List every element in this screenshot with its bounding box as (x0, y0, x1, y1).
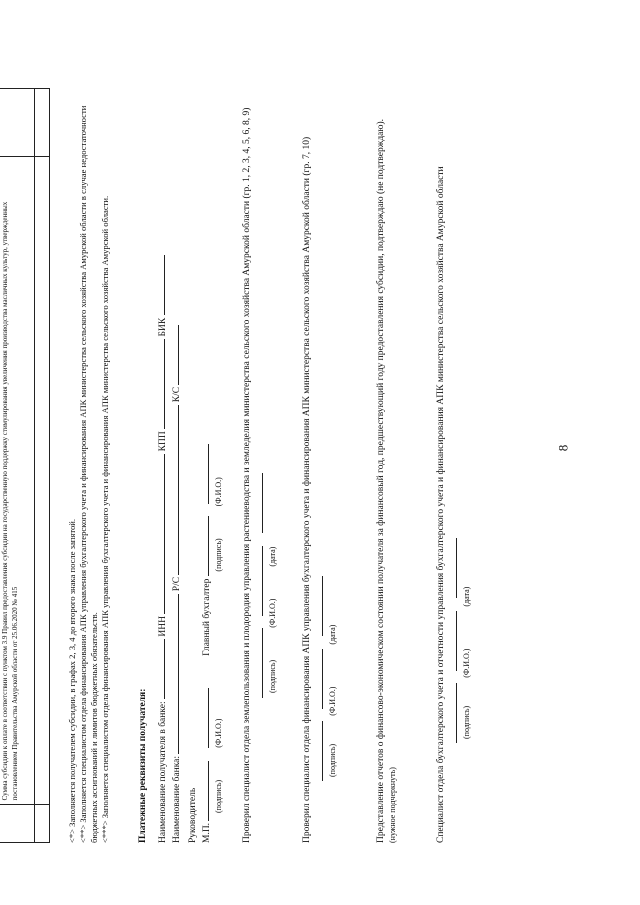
blank-line (253, 473, 263, 533)
subsidy-table (0, 88, 50, 843)
table-cell (0, 805, 35, 843)
blank-line (155, 339, 165, 429)
head-label: Руководитель (188, 787, 198, 843)
blank-line (447, 611, 457, 671)
podpis-label: (подпись) (462, 705, 471, 739)
blank-line (155, 639, 165, 699)
footnote-1: <*> Заполняется получателем субсидии, в графах 2, 3, 4 до второго знака после запятой. (67, 518, 77, 843)
accountant-text: Специалист отдела бухгалтерского учета и отчетности управления бухгалтерского учета и финансирования АПК министерства сельского хозяйства Амурской области (436, 166, 446, 843)
subsidy-text: Сумма субсидии к оплате в соответствии с пунктом 3.9 Правил предоставления субсидии на государственную поддержку стимулирования увеличения производства масличных культур, утвержденных постановлением Правительства Амурской области от 25.06.2020 № 415 (0, 156, 35, 804)
bank-label: Наименование банка: (172, 755, 182, 843)
blank-line (447, 683, 457, 743)
table-cell (35, 89, 50, 157)
blank-line (199, 444, 209, 504)
page-number: 8 (555, 444, 571, 452)
blank-line (169, 325, 179, 385)
table-cell (35, 156, 50, 804)
blank-line (155, 454, 165, 614)
recipient-bank-label: Наименование получателя в банке: (158, 701, 168, 843)
data-label: (дата) (268, 546, 277, 567)
podpis-label: (подпись) (214, 779, 223, 813)
footnotes (67, 83, 111, 843)
head-signatures (187, 83, 225, 843)
blank-line (253, 546, 263, 616)
footnote-3: <***> Заполняется специалистом отдела финансирования АПК управления бухгалтерского учета и финансирования АПК министерства сельского хозяйства Амурской области. (100, 195, 110, 843)
blank-line (199, 688, 209, 748)
kpp-label: КПП (158, 431, 168, 452)
payment-requisites (137, 83, 183, 843)
reports-note: (нужное подчеркнуть) (388, 767, 397, 843)
table-cell (0, 89, 35, 157)
blank-line (447, 538, 457, 598)
table-row-subsidy (0, 89, 35, 843)
podpis-label: (подпись) (328, 743, 337, 777)
data-label: (дата) (462, 586, 471, 607)
fio-label: (Ф.И.О.) (214, 477, 223, 507)
rs-label: Р/С (172, 576, 182, 592)
accountant-block (435, 83, 473, 843)
blank-line (313, 649, 323, 709)
reports-block (375, 83, 399, 843)
blank-line (155, 255, 165, 315)
chief-accountant-label: Главный бухгалтер (202, 578, 212, 656)
blank-line (169, 405, 179, 575)
blank-line (199, 516, 209, 576)
blank-line (253, 628, 263, 698)
requisites-title: Платежные реквизиты получателя: (138, 688, 148, 843)
data-label: (дата) (328, 624, 337, 645)
fio-label: (Ф.И.О.) (214, 718, 223, 748)
reports-text: Представление отчетов о финансово-экономическом состоянии получателя за финансовый год, предшествующий году предоставления субсидии, подтверждаю (не подтверждаю). (376, 118, 386, 843)
check-block-1 (241, 83, 279, 843)
table-row-empty (35, 89, 50, 843)
rotated-page (0, 71, 569, 853)
blank-line (313, 721, 323, 781)
check-block-2 (301, 83, 339, 843)
blank-line (313, 576, 323, 636)
ks-label: К/С (172, 386, 182, 403)
check2-text: Проверил специалист отдела финансирования АПК управления бухгалтерского учета и финансирования АПК министерства сельского хозяйства Амурской области (гр. 7, 10) (302, 136, 312, 843)
fio-label: (Ф.И.О.) (268, 598, 277, 628)
check1-text: Проверил специалист отдела землепользования и плодородия управления растениеводства и земледелия министерства сельского хозяйства Амурской области (гр. 1, 2, 3, 4, 5, 6, 8, 9) (242, 107, 252, 843)
podpis-label: (подпись) (268, 659, 277, 693)
table-cell (35, 805, 50, 843)
fio-label: (Ф.И.О.) (462, 648, 471, 678)
blank-line (199, 761, 209, 821)
mp-label: М.П. (202, 822, 212, 843)
footnote-2: <**> Заполняется специалистом отдела финансирования АПК управления бухгалтерского учета и финансирования АПК министерства сельского хозяйства Амурской области в случае недостаточности бюджетных ассигнований и лимитов бюджетных обязательств. (78, 105, 99, 843)
inn-label: ИНН (158, 616, 168, 637)
bik-label: БИК (158, 317, 168, 337)
blank-line (169, 594, 179, 754)
fio-label: (Ф.И.О.) (328, 686, 337, 716)
podpis-label: (подпись) (214, 538, 223, 572)
